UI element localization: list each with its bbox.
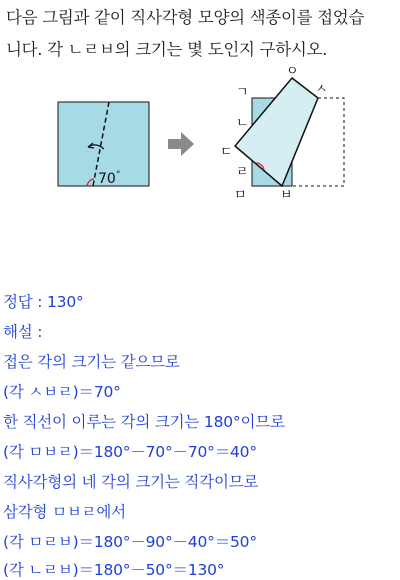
label-ieung: ㅇ — [286, 64, 299, 79]
solution-line-3: 한 직선이 이루는 각의 크기는 180°이므로 — [3, 413, 285, 431]
label-giyeok: ㄱ — [236, 85, 249, 100]
solution-label: 해설 : — [3, 323, 43, 341]
solution-line-8: (각 ㄴㄹㅂ)＝180°－50°＝130° — [3, 561, 225, 579]
solution-line-7: (각 ㅁㄹㅂ)＝180°－90°－40°＝50° — [3, 533, 257, 551]
answer-line: 정답 : 130° — [3, 293, 84, 311]
question-line-2: 니다. 각 ㄴㄹㅂ의 크기는 몇 도인지 구하시오. — [6, 40, 328, 59]
solution-line-4: (각 ㅁㅂㄹ)＝180°－70°－70°＝40° — [3, 443, 257, 461]
solution-line-6: 삼각형 ㅁㅂㄹ에서 — [3, 503, 126, 521]
label-siot: ㅅ — [315, 82, 328, 97]
solution-line-2: (각 ㅅㅂㄹ)＝70° — [3, 383, 121, 401]
solution-line-1: 접은 각의 크기는 같으므로 — [3, 353, 180, 371]
label-bieup: ㅂ — [280, 188, 293, 200]
folding-figure — [0, 0, 400, 200]
label-mieum: ㅁ — [234, 188, 247, 200]
label-nieun: ㄴ — [236, 116, 249, 131]
label-digeut: ㄷ — [220, 145, 233, 160]
transition-arrow — [168, 132, 194, 156]
label-rieul: ㄹ — [236, 165, 249, 180]
angle-value: 70° — [98, 170, 121, 187]
solution-line-5: 직사각형의 네 각의 크기는 직각이므로 — [3, 473, 259, 491]
question-line-1: 다음 그림과 같이 직사각형 모양의 색종이를 접었습 — [6, 8, 365, 27]
